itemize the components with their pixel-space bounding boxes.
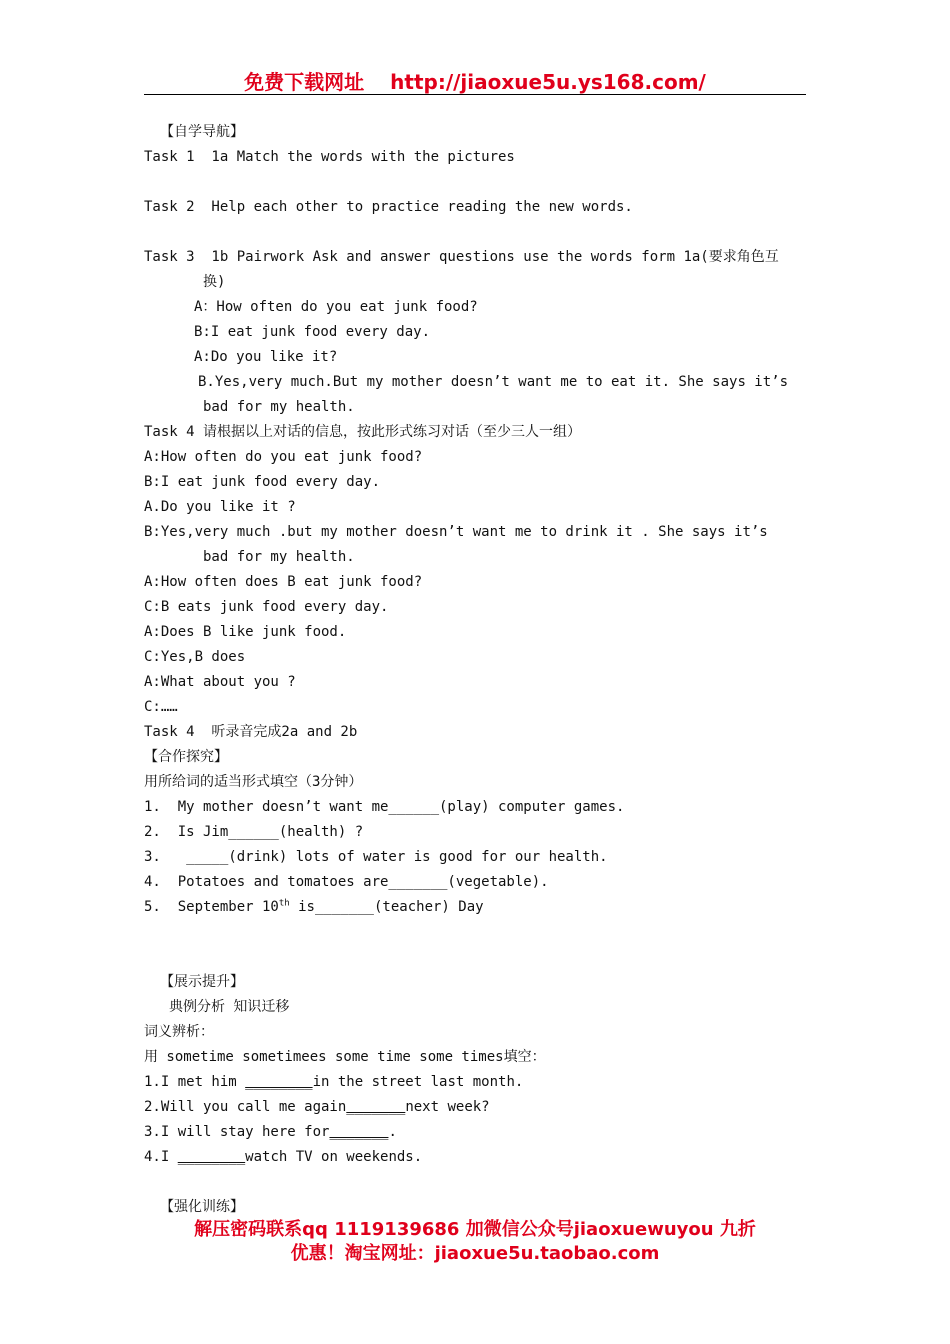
word-analysis-label: 词义辨析： xyxy=(144,1024,214,1040)
word-choice-item: 2.Will you call me again_______next week? xyxy=(144,1099,490,1115)
header-site-label: 免费下载网址 xyxy=(244,70,365,94)
dialog-2-line: A.Do you like it ? xyxy=(144,499,296,515)
fill-in-item: 5. September 10th is_______(teacher) Day xyxy=(144,898,484,915)
dialog-2-line: A:Does B like junk food. xyxy=(144,624,347,640)
answer-blank: ________ xyxy=(177,1149,246,1165)
footer-contact-line: 解压密码联系qq 1119139686 加微信公众号jiaoxuewuyou 九折 xyxy=(194,1219,756,1240)
task-3-line-1: Task 3 1b Pairwork Ask and answer questions use the words form 1a(要求角色互 xyxy=(144,249,779,265)
task-4-listening: Task 4 听录音完成2a and 2b xyxy=(144,724,358,740)
page-header xyxy=(144,66,806,94)
task-1: Task 1 1a Match the words with the pictures xyxy=(144,149,515,165)
dialog-2-line: B:I eat junk food every day. xyxy=(144,474,381,490)
task-3-line-2: 换) xyxy=(203,274,226,290)
answer-blank: _______ xyxy=(329,1124,389,1140)
dialog-2-line: C:B eats junk food every day. xyxy=(144,599,389,615)
header-url[interactable]: http://jiaoxue5u.ys168.com/ xyxy=(390,70,706,94)
section-heading-practice: 【强化训练】 xyxy=(160,1199,244,1215)
fill-in-item: 2. Is Jim______(health) ? xyxy=(144,824,364,840)
fill-in-instructions: 用所给词的适当形式填空（3分钟） xyxy=(144,774,363,790)
dialog-2-line: A:How often do you eat junk food? xyxy=(144,449,423,465)
dialog-2-line: B:Yes,very much .but my mother doesn’t want me to drink it . She says it’s xyxy=(144,524,768,540)
word-choice-instructions: 用 sometime sometimees some time some times填空： xyxy=(144,1049,546,1065)
dialog-1-line: B.Yes,very much.But my mother doesn’t want me to eat it. She says it’s xyxy=(198,374,789,390)
section-heading-self-study: 【自学导航】 xyxy=(160,124,244,140)
answer-blank: ________ xyxy=(245,1074,313,1090)
section-heading-presentation: 【展示提升】 xyxy=(160,974,244,990)
word-choice-item: 1.I met him ________in the street last month. xyxy=(144,1074,524,1090)
task-4-heading: Task 4 请根据以上对话的信息，按此形式练习对话（至少三人一组） xyxy=(144,424,581,440)
task-2: Task 2 Help each other to practice reading the new words. xyxy=(144,199,633,215)
dialog-1-line: A:Do you like it? xyxy=(194,349,338,365)
fill-in-item: 3. _____(drink) lots of water is good for our health. xyxy=(144,849,608,865)
fill-in-item: 1. My mother doesn’t want me______(play) computer games. xyxy=(144,799,625,815)
dialog-2-line: A:What about you ? xyxy=(144,674,296,690)
word-choice-item: 3.I will stay here for_______. xyxy=(144,1124,397,1140)
header-rule xyxy=(144,94,806,95)
page-footer xyxy=(144,1218,806,1266)
dialog-2-line: bad for my health. xyxy=(203,549,355,565)
ordinal-suffix: th xyxy=(278,898,290,909)
subheading-examples: 典例分析 知识迁移 xyxy=(169,999,290,1015)
section-heading-cooperation: 【合作探究】 xyxy=(144,749,228,765)
dialog-1-line: A：How often do you eat junk food? xyxy=(194,299,478,315)
dialog-1-line: B:I eat junk food every day. xyxy=(194,324,431,340)
document-body xyxy=(144,120,806,1220)
footer-shop-line: 优惠！淘宝网址：jiaoxue5u.taobao.com xyxy=(290,1243,660,1264)
dialog-2-line: C:…… xyxy=(144,699,178,715)
answer-blank: _______ xyxy=(346,1099,406,1115)
dialog-2-line: C:Yes,B does xyxy=(144,649,246,665)
word-choice-item: 4.I ________watch TV on weekends. xyxy=(144,1149,423,1165)
dialog-1-line: bad for my health. xyxy=(203,399,355,415)
dialog-2-line: A:How often does B eat junk food? xyxy=(144,574,423,590)
fill-in-item: 4. Potatoes and tomatoes are_______(vegetable). xyxy=(144,874,549,890)
